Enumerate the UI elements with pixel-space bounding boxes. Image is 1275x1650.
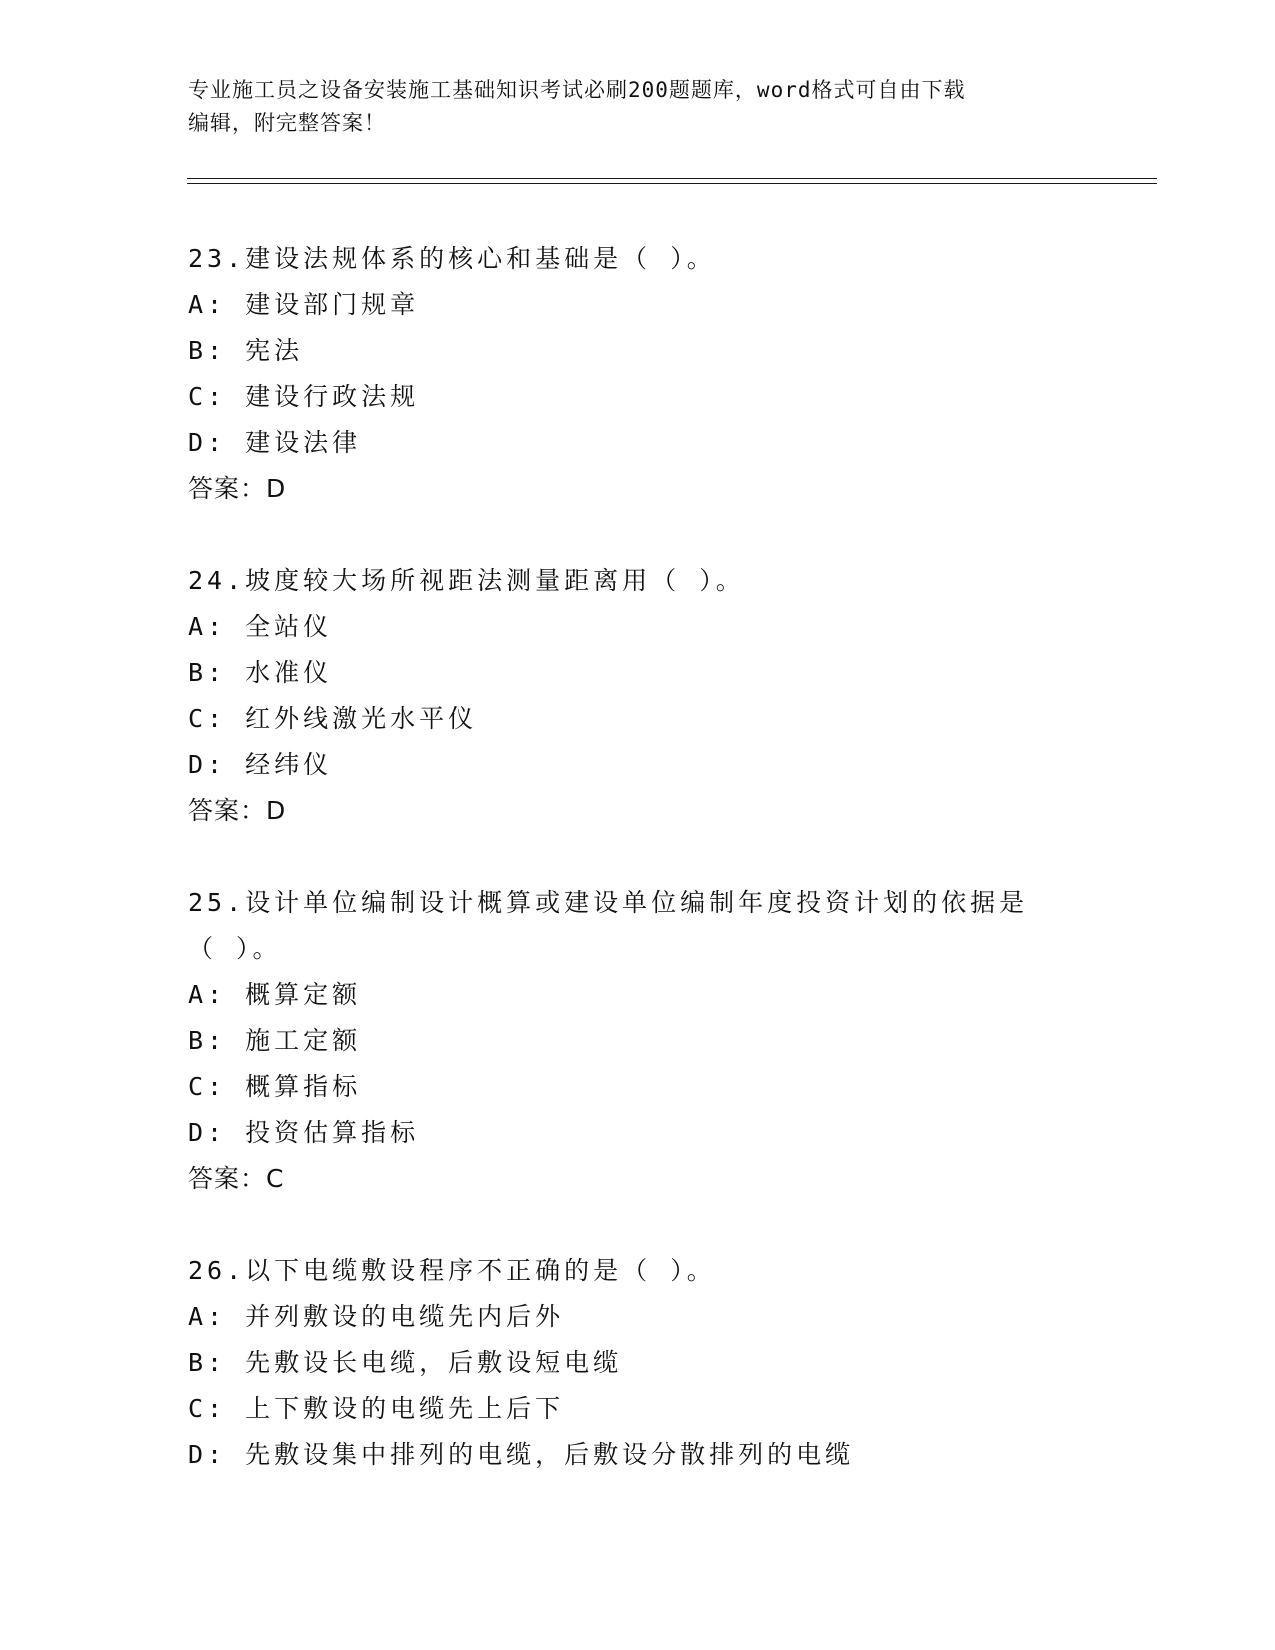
question-stem: 23.建设法规体系的核心和基础是（ ）。: [188, 244, 716, 273]
header-divider-top: [187, 178, 1157, 179]
question-list: [188, 236, 1088, 1524]
question-24: [188, 558, 1088, 834]
option-d: D: 建设法律: [188, 428, 362, 457]
question-stem: 25.设计单位编制设计概算或建设单位编制年度投资计划的依据是（ ）。: [188, 888, 1029, 963]
option-b: B: 施工定额: [188, 1026, 362, 1055]
document-header: [188, 74, 1088, 140]
answer-line: 答案：D: [188, 796, 287, 825]
question-25: [188, 880, 1088, 1202]
question-stem: 24.坡度较大场所视距法测量距离用（ ）。: [188, 566, 745, 595]
option-d: D: 经纬仪: [188, 750, 333, 779]
option-a: A: 并列敷设的电缆先内后外: [188, 1302, 565, 1331]
header-title-line-2: 编辑，附完整答案！: [188, 111, 386, 135]
option-d: D: 先敷设集中排列的电缆，后敷设分散排列的电缆: [188, 1440, 855, 1469]
header-title-line-1: 专业施工员之设备安装施工基础知识考试必刷200题题库，word格式可自由下载: [188, 78, 966, 102]
question-23: [188, 236, 1088, 512]
question-26: [188, 1248, 1088, 1478]
option-b: B: 先敷设长电缆，后敷设短电缆: [188, 1348, 623, 1377]
option-b: B: 宪法: [188, 336, 304, 365]
option-c: C: 红外线激光水平仪: [188, 704, 478, 733]
header-divider-bottom: [187, 183, 1157, 184]
answer-line: 答案：C: [188, 1164, 285, 1193]
option-a: A: 全站仪: [188, 612, 333, 641]
option-b: B: 水准仪: [188, 658, 333, 687]
option-a: A: 建设部门规章: [188, 290, 420, 319]
option-c: C: 上下敷设的电缆先上后下: [188, 1394, 565, 1423]
question-stem: 26.以下电缆敷设程序不正确的是（ ）。: [188, 1256, 716, 1285]
option-c: C: 概算指标: [188, 1072, 362, 1101]
option-c: C: 建设行政法规: [188, 382, 420, 411]
answer-line: 答案：D: [188, 474, 287, 503]
option-a: A: 概算定额: [188, 980, 362, 1009]
option-d: D: 投资估算指标: [188, 1118, 420, 1147]
